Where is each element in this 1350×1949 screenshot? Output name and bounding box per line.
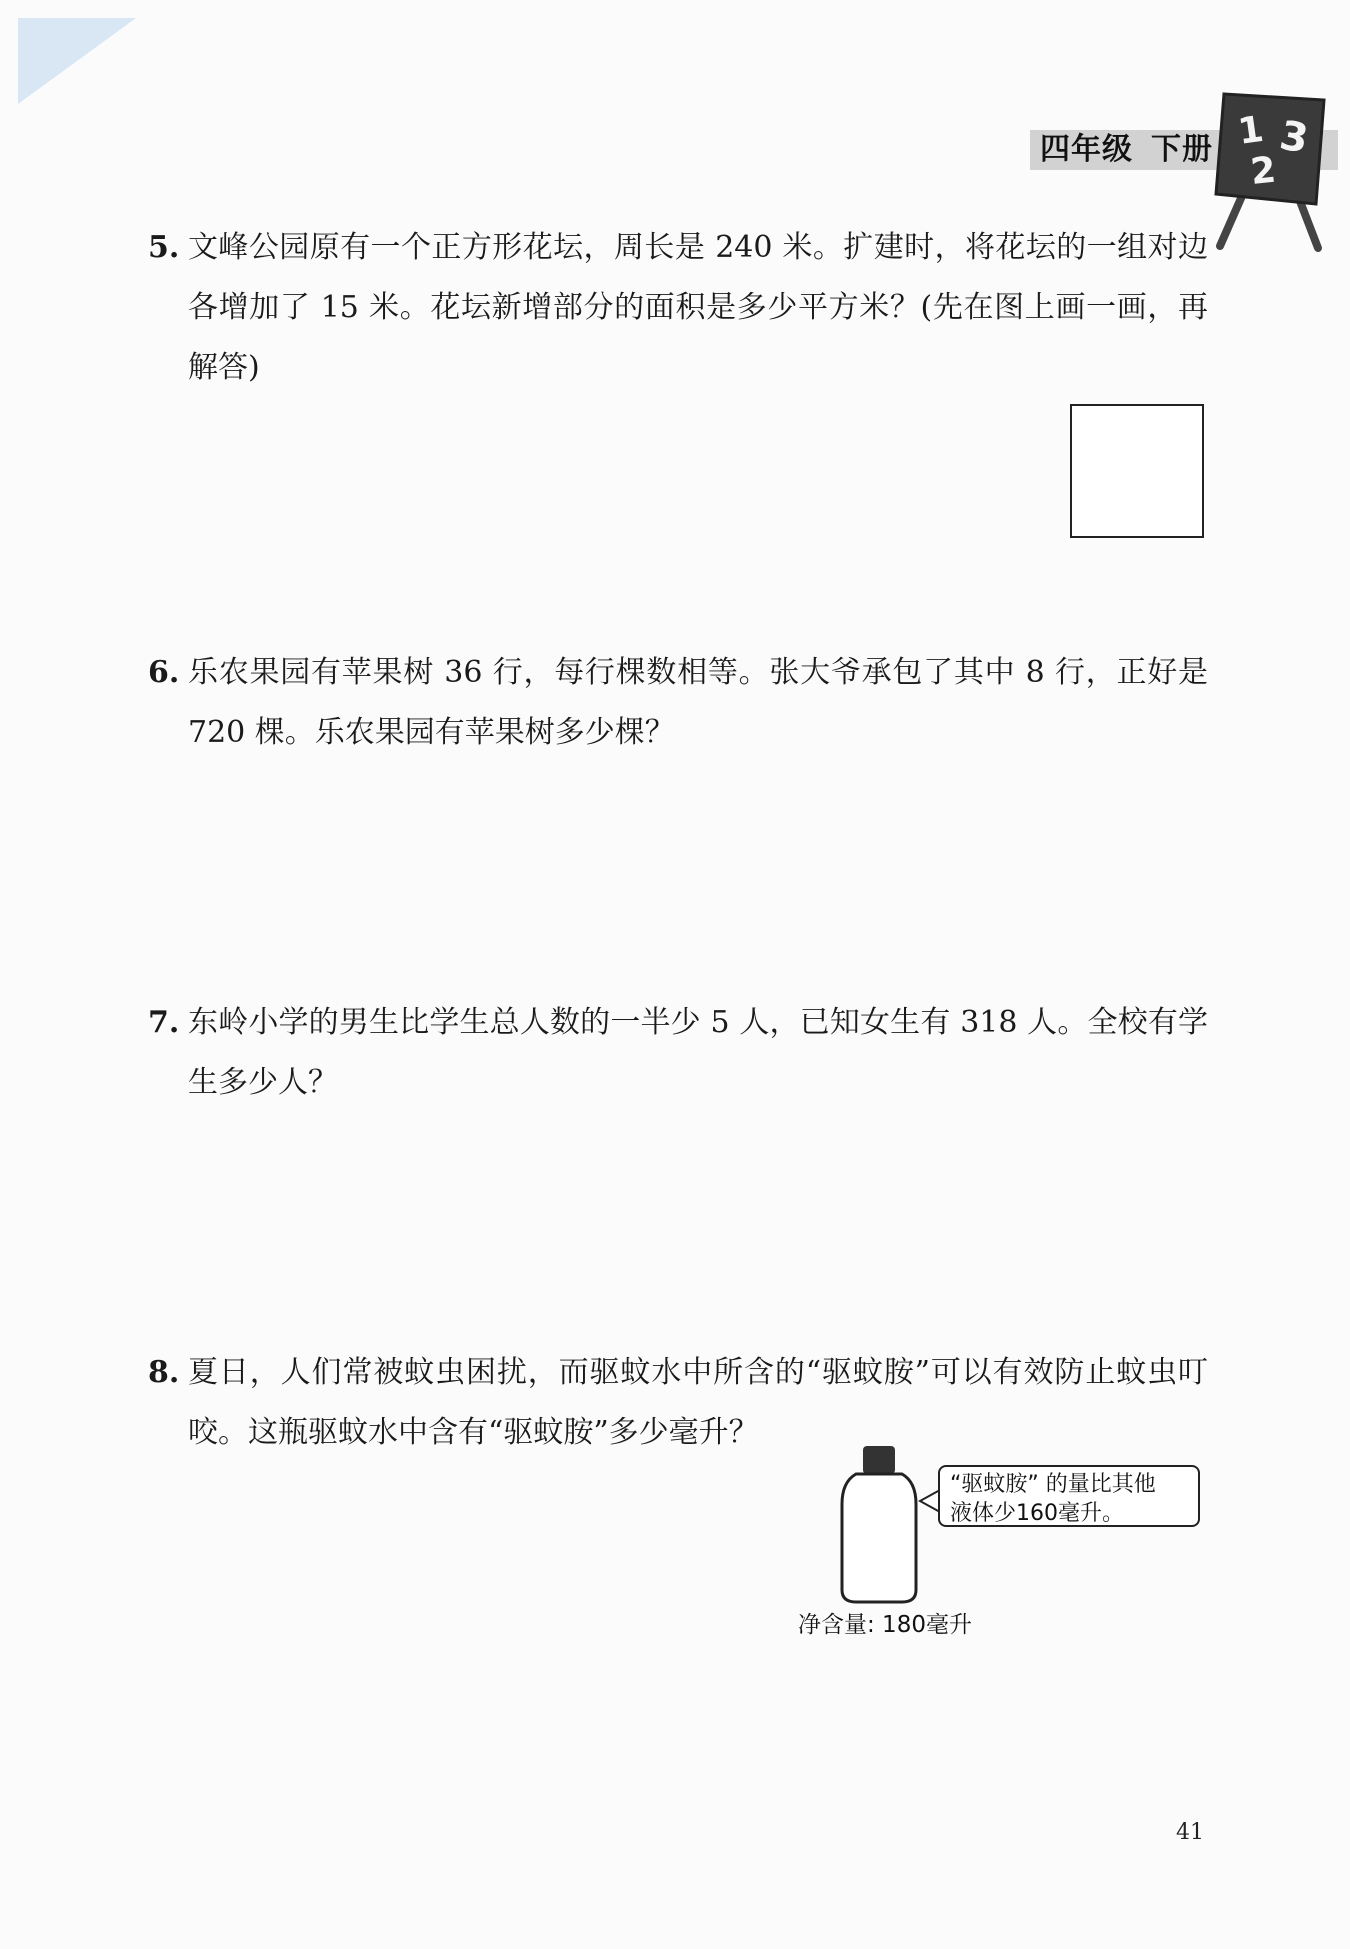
- question-number: 7.: [148, 1005, 180, 1040]
- question-5: [148, 218, 1208, 398]
- question-7: [148, 993, 1208, 1113]
- volume-text: 下册: [1151, 132, 1213, 167]
- question-text: 夏日，人们常被蚊虫困扰，而驱蚊水中所含的“驱蚊胺”可以有效防止蚊虫叮咬。这瓶驱蚊水中含有“驱蚊胺”多少毫升？: [188, 1355, 1208, 1450]
- page-number: 41: [1176, 1820, 1204, 1845]
- grade-label: [1040, 132, 1231, 168]
- question-text: 文峰公园原有一个正方形花坛，周长是 240 米。扩建时，将花坛的一组对边各增加了 15 米。花坛新增部分的面积是多少平方米？(先在图上画一画，再解答): [188, 230, 1208, 385]
- repellent-bottle-icon: [838, 1442, 920, 1606]
- blackboard-icon: [1212, 86, 1328, 258]
- question-number: 5.: [148, 230, 180, 265]
- question-text: 东岭小学的男生比学生总人数的一半少 5 人，已知女生有 318 人。全校有学生多少人？: [188, 1005, 1208, 1100]
- question-number: 8.: [148, 1355, 180, 1390]
- bubble-line-1: “驱蚊胺” 的量比其他: [950, 1472, 1156, 1497]
- corner-decoration: [18, 18, 136, 104]
- net-content-label: 净含量: 180毫升: [798, 1612, 972, 1638]
- grade-text: 四年级: [1040, 132, 1133, 167]
- blackboard-digit-2: 2: [1248, 149, 1278, 193]
- bubble-line-2: 液体少160毫升。: [950, 1501, 1124, 1526]
- question-text: 乐农果园有苹果树 36 行，每行棵数相等。张大爷承包了其中 8 行，正好是 720 棵。乐农果园有苹果树多少棵？: [188, 655, 1208, 750]
- blackboard-digit-3: 3: [1276, 112, 1312, 163]
- question-8: [148, 1343, 1208, 1463]
- question-6: [148, 643, 1208, 763]
- question-number: 6.: [148, 655, 180, 690]
- speech-bubble: [938, 1465, 1200, 1527]
- blackboard-digit-1: 1: [1235, 108, 1267, 153]
- square-flowerbed-figure: [1070, 404, 1204, 538]
